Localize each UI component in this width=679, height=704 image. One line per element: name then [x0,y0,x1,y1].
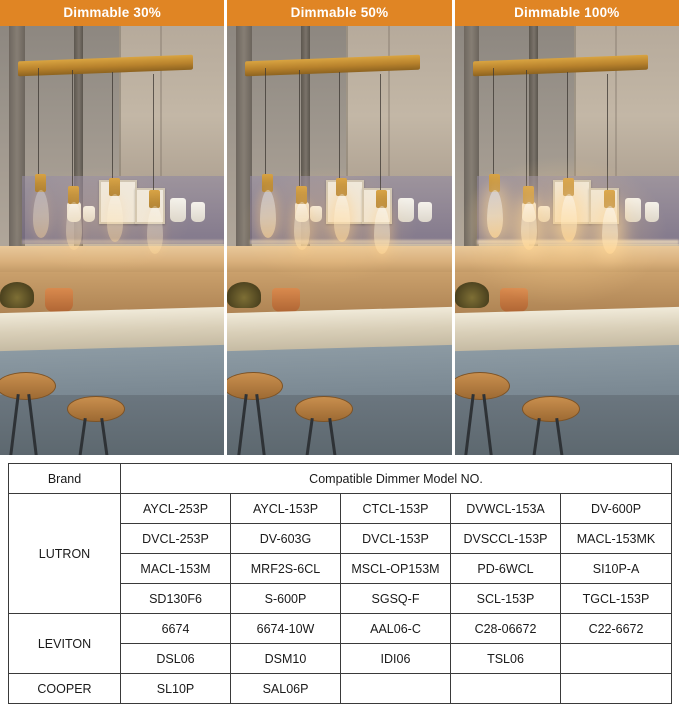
model-cell: 6674 [121,614,231,644]
model-cell: 6674-10W [231,614,341,644]
copper-pot [500,288,528,312]
model-cell: AAL06-C [341,614,451,644]
pendant-cord-3 [339,72,340,184]
model-cell: MSCL-OP153M [341,554,451,584]
panel-title-100: Dimmable 100% [455,0,679,26]
plant-left [0,282,34,308]
pendant-cord-1 [38,68,39,176]
jar-2 [538,206,550,222]
copper-pot [45,288,73,312]
model-cell-empty [451,674,561,704]
pendant-cord-4 [607,74,608,198]
model-cell: DVCL-253P [121,524,231,554]
upper-cabinets [574,26,679,176]
kitchen-scene-30 [0,26,224,455]
stool-seat-right [522,396,580,422]
pendant-cord-2 [299,70,300,190]
model-cell: SGSQ-F [341,584,451,614]
canister-2 [645,202,659,222]
model-cell: DVSCCL-153P [451,524,561,554]
model-cell: AYCL-153P [231,494,341,524]
upper-cabinets [119,26,224,176]
panel-dimmable-100 [455,0,679,455]
model-cell: TSL06 [451,644,561,674]
model-cell: AYCL-253P [121,494,231,524]
model-cell: CTCL-153P [341,494,451,524]
canister-1 [170,198,186,222]
model-cell-empty [561,674,672,704]
pendant-cord-2 [72,70,73,190]
model-cell: DSL06 [121,644,231,674]
table-row [9,674,672,704]
pendant-bulb-2 [521,202,537,250]
model-cell: DVWCL-153A [451,494,561,524]
pendant-bulb-1 [260,190,276,238]
pendant-cord-2 [526,70,527,190]
panel-dimmable-50 [227,0,451,455]
stool-seat-right [67,396,125,422]
canister-2 [191,202,205,222]
panel-title-50: Dimmable 50% [227,0,451,26]
brand-cooper: COOPER [9,674,121,704]
back-counter [0,246,224,272]
model-cell: MRF2S-6CL [231,554,341,584]
model-cell: SAL06P [231,674,341,704]
canister-2 [418,202,432,222]
brand-lutron: LUTRON [9,494,121,614]
panel-dimmable-30 [0,0,224,455]
model-cell: MACL-153MK [561,524,672,554]
pendant-bulb-3 [334,194,350,242]
panel-title-30: Dimmable 30% [0,0,224,26]
pendant-bulb-2 [294,202,310,250]
kitchen-scene-100 [455,26,679,455]
model-cell-empty [561,644,672,674]
pendant-cord-4 [153,74,154,198]
model-cell: MACL-153M [121,554,231,584]
plant-left [227,282,261,308]
model-cell: DV-600P [561,494,672,524]
jar-2 [83,206,95,222]
pendant-cord-4 [380,74,381,198]
model-cell: S-600P [231,584,341,614]
pendant-cord-3 [112,72,113,184]
plant-left [455,282,489,308]
model-cell: SCL-153P [451,584,561,614]
pendant-bulb-1 [33,190,49,238]
jar-2 [310,206,322,222]
model-cell: SL10P [121,674,231,704]
header-models: Compatible Dimmer Model NO. [121,464,672,494]
upper-cabinets [346,26,451,176]
model-cell: DSM10 [231,644,341,674]
canister-1 [398,198,414,222]
pendant-bulb-4 [602,206,618,254]
kitchen-scene-50 [227,26,451,455]
table-row [9,494,672,524]
pendant-cord-3 [567,72,568,184]
model-cell: TGCL-153P [561,584,672,614]
pendant-cord-1 [493,68,494,176]
model-cell: IDI06 [341,644,451,674]
model-cell: DV-603G [231,524,341,554]
compatibility-table [8,463,672,704]
pendant-bulb-3 [107,194,123,242]
model-cell: PD-6WCL [451,554,561,584]
model-cell-empty [341,674,451,704]
model-cell: C22-6672 [561,614,672,644]
model-cell: C28-06672 [451,614,561,644]
table-header-row [9,464,672,494]
back-counter [455,246,679,272]
compatibility-table-wrap [8,463,671,704]
back-counter [227,246,451,272]
model-cell: SI10P-A [561,554,672,584]
brand-leviton: LEVITON [9,614,121,674]
table-row [9,614,672,644]
header-brand: Brand [9,464,121,494]
model-cell: DVCL-153P [341,524,451,554]
stool-seat-right [295,396,353,422]
canister-1 [625,198,641,222]
copper-pot [272,288,300,312]
pendant-cord-1 [265,68,266,176]
model-cell: SD130F6 [121,584,231,614]
